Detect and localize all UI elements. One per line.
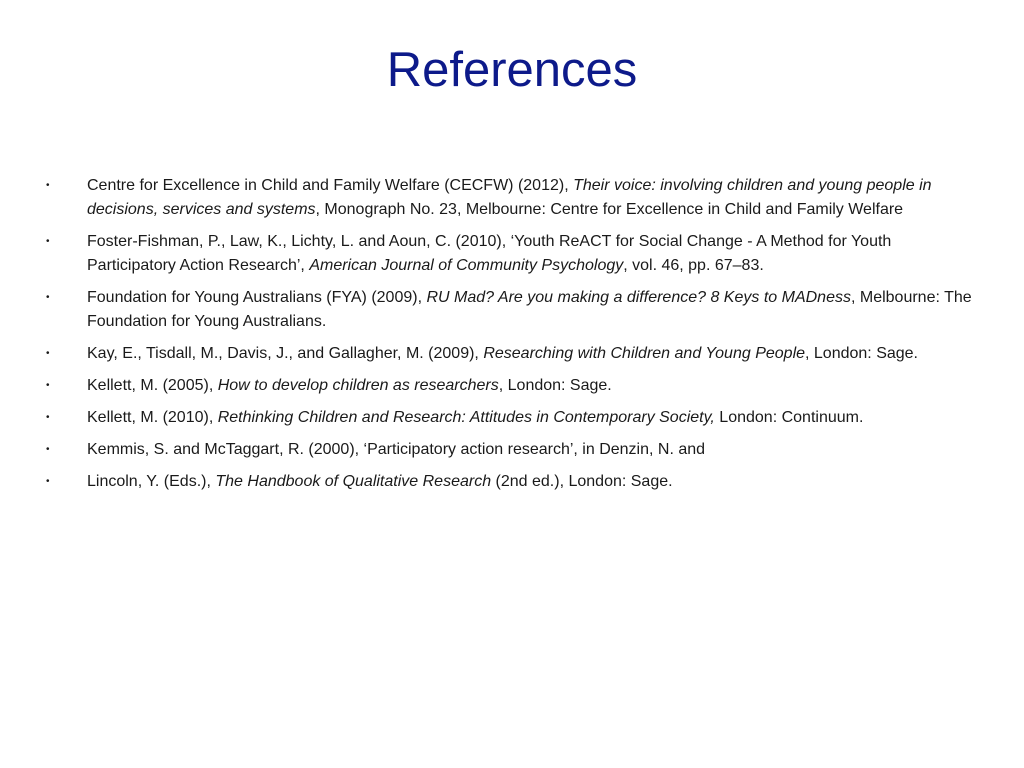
- reference-item: [42, 286, 972, 334]
- reference-text: Lincoln, Y. (Eds.),: [87, 473, 216, 490]
- reference-item: [42, 342, 972, 366]
- reference-text: , London: Sage.: [805, 345, 918, 362]
- reference-item: [42, 406, 972, 430]
- reference-title: American Journal of Community Psychology: [309, 257, 624, 274]
- reference-text: Kemmis, S. and McTaggart, R. (2000), ‘Participatory action research’, in Denzin, N. and: [87, 441, 706, 458]
- reference-text: Kellett, M. (2010),: [87, 409, 218, 426]
- reference-item: [42, 374, 972, 398]
- reference-text: Foster-Fishman, P., Law, K., Lichty, L. and Aoun, C. (2010), ‘Youth ReACT for Social Change - A Method for Youth Participatory Action Research’,: [87, 233, 892, 274]
- reference-title: RU Mad? Are you making a difference? 8 Keys to MADness: [426, 289, 851, 306]
- reference-item: [42, 230, 972, 278]
- reference-text: , Melbourne: The Foundation for Young Australians.: [87, 289, 972, 330]
- reference-text: (2nd ed.), London: Sage.: [491, 473, 673, 490]
- reference-title: How to develop children as researchers: [217, 377, 499, 394]
- bullet-icon: •: [46, 236, 50, 247]
- bullet-icon: •: [46, 412, 50, 423]
- bullet-icon: •: [46, 292, 50, 303]
- reference-text: , London: Sage.: [498, 377, 612, 394]
- reference-text: Kellett, M. (2005),: [87, 377, 218, 394]
- reference-text: , vol. 46, pp. 67–83.: [623, 257, 764, 274]
- reference-item: [42, 174, 972, 222]
- reference-title: Researching with Children and Young People: [483, 345, 806, 362]
- reference-title: Their voice: involving children and young people in decisions, services and systems: [87, 177, 932, 218]
- reference-list: [42, 174, 972, 502]
- reference-title: The Handbook of Qualitative Research: [215, 473, 492, 490]
- reference-text: London: Continuum.: [714, 409, 864, 426]
- reference-text: Foundation for Young Australians (FYA) (2009),: [87, 289, 427, 306]
- reference-text: Centre for Excellence in Child and Family Welfare (CECFW) (2012),: [87, 177, 574, 194]
- reference-text: Kay, E., Tisdall, M., Davis, J., and Gallagher, M. (2009),: [87, 345, 484, 362]
- reference-text: , Monograph No. 23, Melbourne: Centre for Excellence in Child and Family Welfare: [315, 201, 904, 218]
- bullet-icon: •: [46, 180, 50, 191]
- reference-title: Rethinking Children and Research: Attitudes in Contemporary Society,: [217, 409, 715, 426]
- reference-item: [42, 470, 972, 494]
- bullet-icon: •: [46, 348, 50, 359]
- bullet-icon: •: [46, 444, 50, 455]
- slide-title: References: [386, 43, 638, 97]
- bullet-icon: •: [46, 380, 50, 391]
- reference-item: [42, 438, 972, 462]
- bullet-icon: •: [46, 476, 50, 487]
